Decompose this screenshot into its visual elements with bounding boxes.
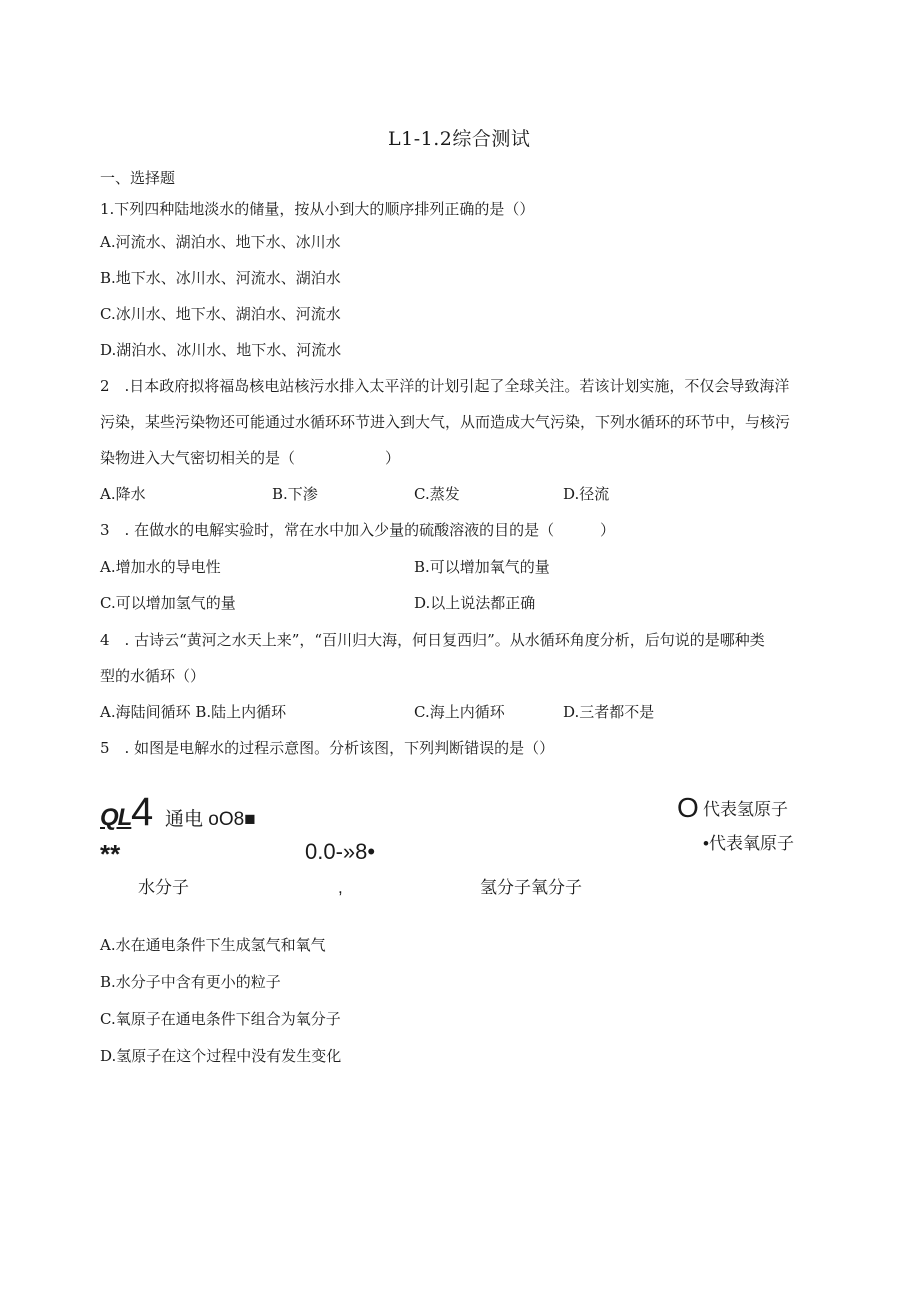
question-2-line-2: 污染，某些污染物还可能通过水循环环节进入到大气，从而造成大气污染，下列水循环的环节中，与核污	[100, 413, 791, 431]
diagram-middle-text: 0.0‑»8•	[305, 839, 376, 864]
question-1-option-a: A.河流水、湖泊水、地下水、冰川水	[100, 233, 341, 251]
question-5-option-d: D.氢原子在这个过程中没有发生变化	[100, 1047, 342, 1065]
question-3-bracket-close: ）	[600, 521, 616, 539]
question-2-option-a: A.降水	[100, 485, 146, 503]
question-3-option-b: B.可以增加氧气的量	[414, 558, 550, 576]
question-2-line-3: 染物进入大气密切相关的是（	[100, 449, 296, 467]
water-molecule-label: 水分子	[138, 878, 189, 897]
diagram-comma: ,	[338, 878, 343, 897]
question-4-line-1: 4 . 古诗云“黄河之水天上来”，“百川归大海，何日复西归”。从水循环角度分析，后句说的是哪种类	[100, 631, 765, 649]
diagram-stars: **	[100, 839, 121, 869]
question-3-option-a: A.增加水的导电性	[100, 558, 221, 576]
question-3-stem: 3 . 在做水的电解实验时，常在水中加入少量的硫酸溶液的目的是（	[100, 521, 555, 539]
question-3-option-d: D.以上说法都正确	[414, 594, 536, 612]
question-5-option-c: C.氧原子在通电条件下组合为氧分子	[100, 1010, 341, 1028]
page-title: L1-1.2综合测试	[388, 128, 531, 150]
product-molecules-label: 氢分子氧分子	[480, 878, 582, 897]
question-1-option-b: B.地下水、冰川水、河流水、湖泊水	[100, 269, 341, 287]
question-2-option-d: D.径流	[563, 485, 610, 503]
hydrogen-atom-symbol: O	[677, 792, 699, 823]
question-2-option-b: B.下渗	[272, 485, 318, 503]
diagram-four-text: 4	[131, 790, 154, 834]
question-5-option-a: A.水在通电条件下生成氢气和氧气	[100, 936, 326, 954]
question-1-option-d: D.湖泊水、冰川水、地下水、河流水	[100, 341, 342, 359]
legend-hydrogen: 代表氢原子	[703, 800, 788, 819]
question-2-bracket-close: ）	[385, 449, 401, 467]
question-4-option-d: D.三者都不是	[563, 703, 655, 721]
question-5-stem: 5 . 如图是电解水的过程示意图。分析该图，下列判断错误的是（）	[100, 739, 555, 757]
question-2-option-c: C.蒸发	[414, 485, 460, 503]
question-5-option-b: B.水分子中含有更小的粒子	[100, 973, 281, 991]
question-4-line-2: 型的水循环（）	[100, 667, 206, 685]
question-1-stem: 1.下列四种陆地淡水的储量，按从小到大的顺序排列正确的是（）	[100, 200, 535, 218]
question-4-option-ab: A.海陆间循环 B.陆上内循环	[100, 703, 287, 721]
section-heading: 一、选择题	[100, 169, 176, 187]
question-1-option-c: C.冰川水、地下水、湖泊水、河流水	[100, 305, 341, 323]
question-2-line-1: 2 .日本政府拟将福岛核电站核污水排入太平洋的计划引起了全球关注。若该计划实施，不仅会导致海洋	[100, 377, 790, 395]
diagram-ql-text: QL	[100, 804, 132, 831]
question-4-option-c: C.海上内循环	[414, 703, 505, 721]
diagram-power-label: 通电 oO8■	[165, 809, 256, 830]
question-3-option-c: C.可以增加氢气的量	[100, 594, 236, 612]
legend-oxygen: •代表氧原子	[703, 834, 794, 853]
